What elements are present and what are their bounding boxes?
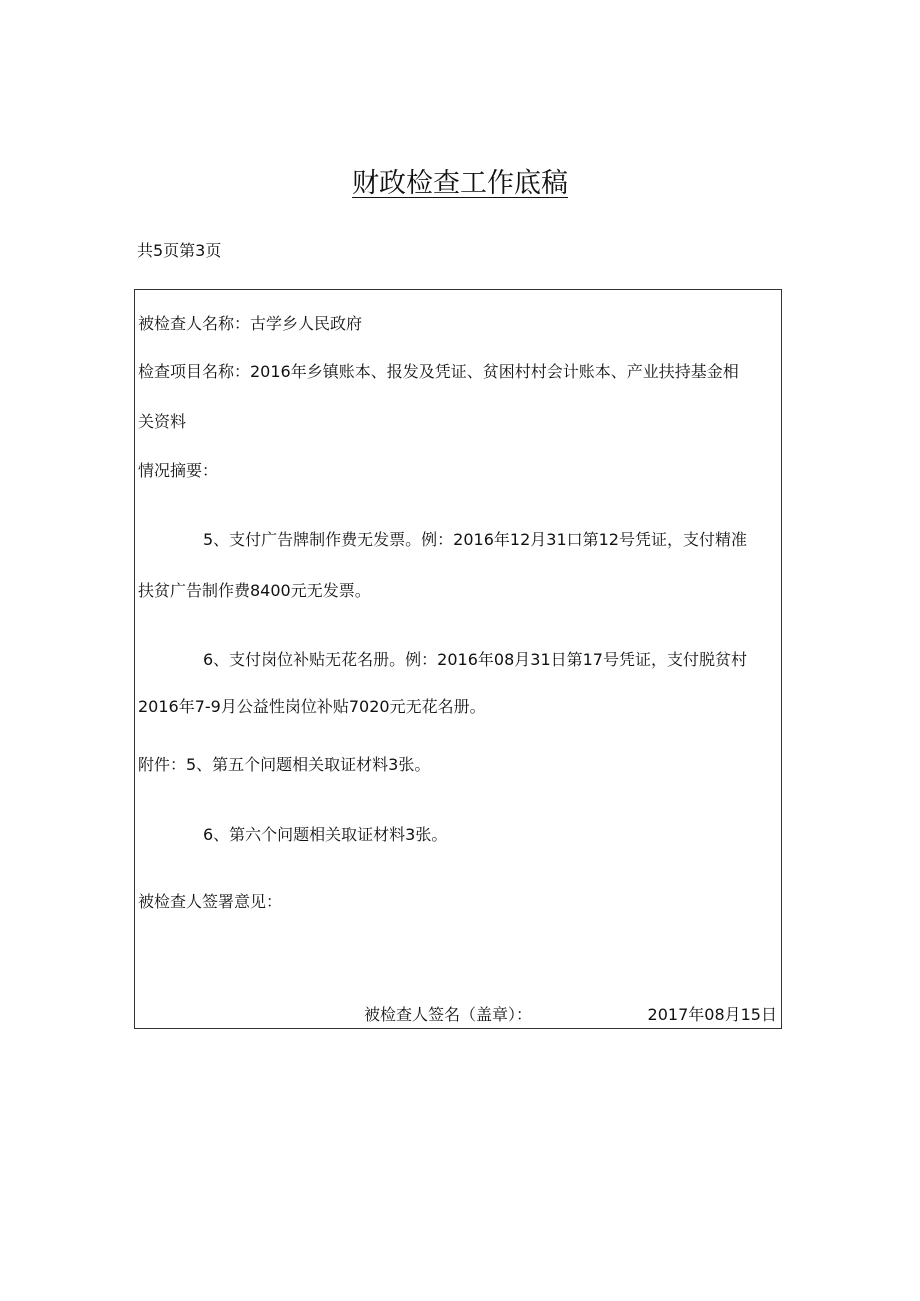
worksheet-frame	[134, 289, 782, 1029]
opinion-label: 被检查人签署意见：	[138, 892, 283, 911]
finding-6-line-1: 6、支付岗位补贴无花名册。例：2016年08月31日第17号凭证，支付脱贫村	[203, 650, 747, 669]
summary-label: 情况摘要：	[138, 461, 219, 480]
signature-date: 2017年08月15日	[647, 1005, 777, 1024]
attachment-line-1: 附件：5、第五个问题相关取证材料3张。	[138, 755, 431, 774]
attachment-line-2: 6、第六个问题相关取证材料3张。	[203, 825, 448, 844]
finding-6-line-2: 2016年7-9月公益性岗位补贴7020元无花名册。	[138, 697, 486, 716]
inspection-item-line-2: 关资料	[138, 412, 187, 431]
signature-label: 被检查人签名（盖章）：	[364, 1005, 533, 1024]
page-title-text: 财政检查工作底稿	[352, 168, 568, 199]
page-title	[0, 166, 920, 202]
finding-5-line-1: 5、支付广告牌制作费无发票。例：2016年12月31口第12号凭证，支付精准	[203, 530, 747, 549]
page-counter: 共5页第3页	[137, 241, 222, 260]
inspection-item-line-1: 检查项目名称：2016年乡镇账本、报发及凭证、贫困村村会计账本、产业扶持基金相	[138, 362, 739, 381]
finding-5-line-2: 扶贫广告制作费8400元无发票。	[138, 581, 371, 600]
inspected-party: 被检查人名称：古学乡人民政府	[138, 314, 363, 333]
